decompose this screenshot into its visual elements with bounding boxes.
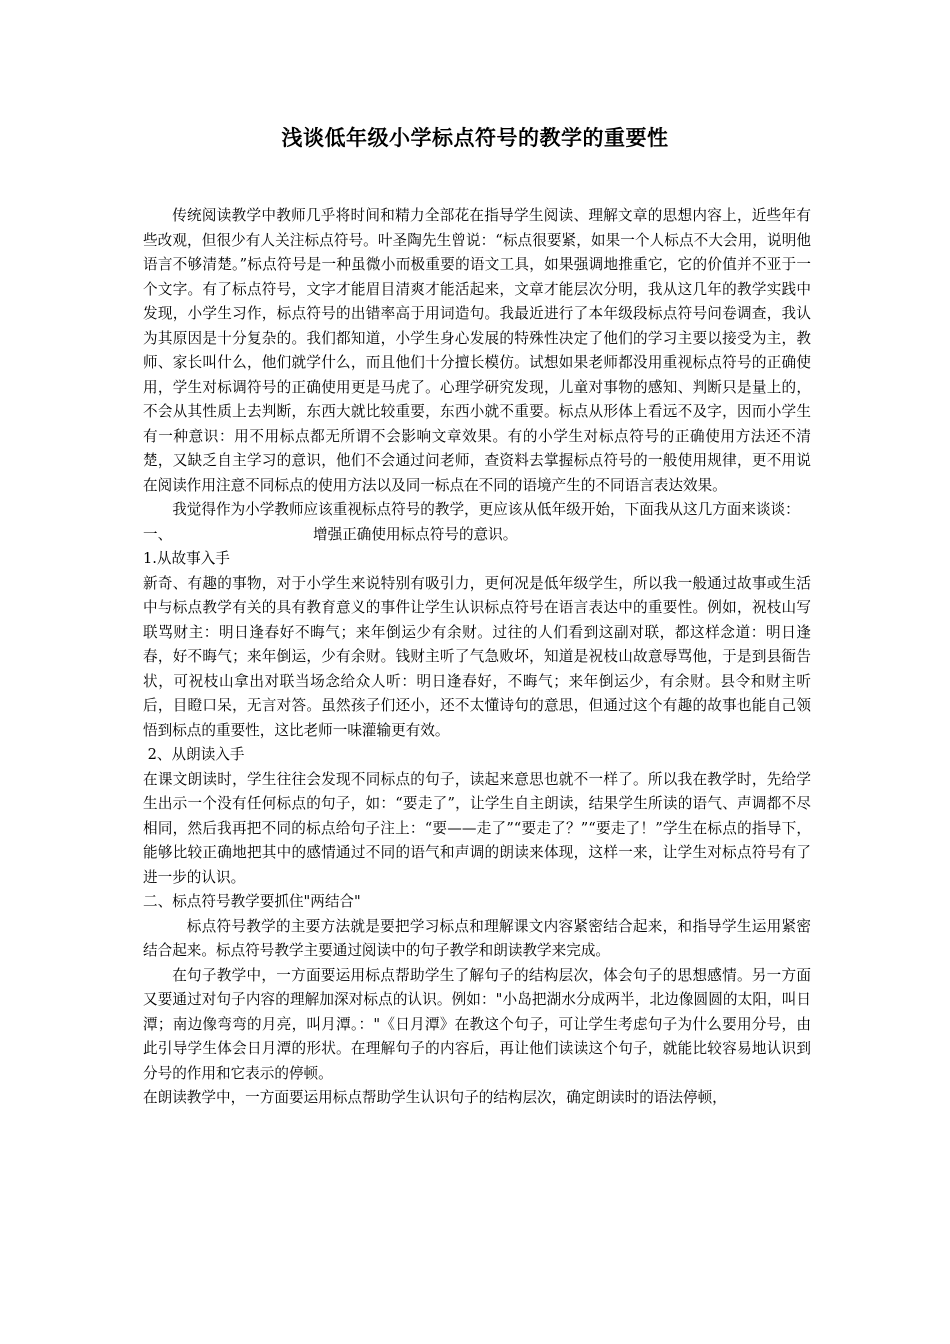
document-title: 浅谈低年级小学标点符号的教学的重要性 <box>281 125 669 150</box>
section-number-1: 一、 <box>143 525 173 543</box>
subsection-heading-1-2: 2、从朗读入手 <box>143 746 245 763</box>
section-title-1: 增强正确使用标点符号的意识。 <box>313 525 518 543</box>
paragraph-method: 标点符号教学的主要方法就是要把学习标点和理解课文内容紧密结合起来，和指导学生运用紧密结合起来。标点符号教学主要通过阅读中的句子教学和朗读教学来完成。 <box>143 917 811 959</box>
paragraph-sentence-teaching: 在句子教学中，一方面要运用标点帮助学生了解句子的结构层次，体会句子的思想感情。另一方面又要通过对句子内容的理解加深对标点的认识。例如："小岛把湖水分成两半，北边像圆圆的太阳，叫日潭；南边像弯弯的月亮，叫月潭。："《日月潭》在教这个句子，可让学生考虑句子为什么要用分号，由此引导学生体会日月潭的形状。在理解句子的内容后，再让他们读读这个句子，就能比较容易地认识到分号的作用和它表示的停顿。 <box>143 966 811 1082</box>
paragraph-story: 新奇、有趣的事物，对于小学生来说特别有吸引力，更何况是低年级学生，所以我一般通过故事或生活中与标点教学有关的具有教育意义的事件让学生认识标点符号在语言表达中的重要性。例如，祝枝山写联骂财主：明日逢春好不晦气；来年倒运少有余财。过往的人们看到这副对联，都这样念道：明日逢春，好不晦气；来年倒运，少有余财。钱财主听了气急败坏，知道是祝枝山故意辱骂他，于是到县衙告状，可祝枝山拿出对联当场念给众人听：明日逢春好，不晦气；来年倒运少，有余财。县令和财主听后，目瞪口呆，无言对答。虽然孩子们还小，还不太懂诗句的意思，但通过这个有趣的故事也能自己领悟到标点的重要性，这比老师一味灌输更有效。 <box>143 574 811 739</box>
section-heading-2: 二、标点符号教学要抓住"两结合" <box>143 893 361 910</box>
paragraph-reading: 在课文朗读时，学生往往会发现不同标点的句子，读起来意思也就不一样了。所以我在教学时，先给学生出示一个没有任何标点的句子，如：“要走了”，让学生自主朗读，结果学生所读的语气、声调都不尽相同，然后我再把不同的标点给句子注上：“要——走了”“要走了？”“要走了！”学生在标点的指导下，能够比较正确地把其中的感情通过不同的语气和声调的朗读来体现，这样一来，让学生对标点符号有了进一步的认识。 <box>143 770 811 886</box>
paragraph-outline: 我觉得作为小学教师应该重视标点符号的教学，更应该从低年级开始，下面我从这几方面来谈谈： <box>172 501 800 518</box>
paragraph-reading-teaching: 在朗读教学中，一方面要运用标点帮助学生认识句子的结构层次，确定朗读时的语法停顿， <box>143 1089 727 1106</box>
document-body <box>143 204 811 1111</box>
paragraph-intro: 传统阅读教学中教师几乎将时间和精力全部花在指导学生阅读、理解文章的思想内容上，近些年有些改观，但很少有人关注标点符号。叶圣陶先生曾说：“标点很要紧，如果一个人标点不大会用，说明他语言不够清楚。”标点符号是一种虽微小而极重要的语文工具，如果强调地推重它，它的价值并不亚于一个文字。有了标点符号，文字才能眉目清爽才能活起来，文章才能层次分明，我从这几年的教学实践中发现，小学生习作，标点符号的出错率高于用词造句。我最近进行了本年级段标点符号问卷调查，我认为其原因是十分复杂的。我们都知道，小学生身心发展的特殊性决定了他们的学习主要以接受为主，教师、家长叫什么，他们就学什么，而且他们十分擅长模仿。试想如果老师都没用重视标点符号的正确使用，学生对标调符号的正确使用更是马虎了。心理学研究发现，儿童对事物的感知、判断只是量上的，不会从其性质上去判断，东西大就比较重要，东西小就不重要。标点从形体上看远不及字，因而小学生有一种意识：用不用标点都无所谓不会影响文章效果。有的小学生对标点符号的正确使用方法还不清楚，又缺乏自主学习的意识，他们不会通过问老师，查资料去掌握标点符号的一般使用规律，更不用说在阅读作用注意不同标点的使用方法以及同一标点在不同的语境产生的不同语言表达效果。 <box>143 207 811 494</box>
section-heading-1 <box>143 523 811 548</box>
subsection-heading-1-1: 1.从故事入手 <box>143 550 230 567</box>
